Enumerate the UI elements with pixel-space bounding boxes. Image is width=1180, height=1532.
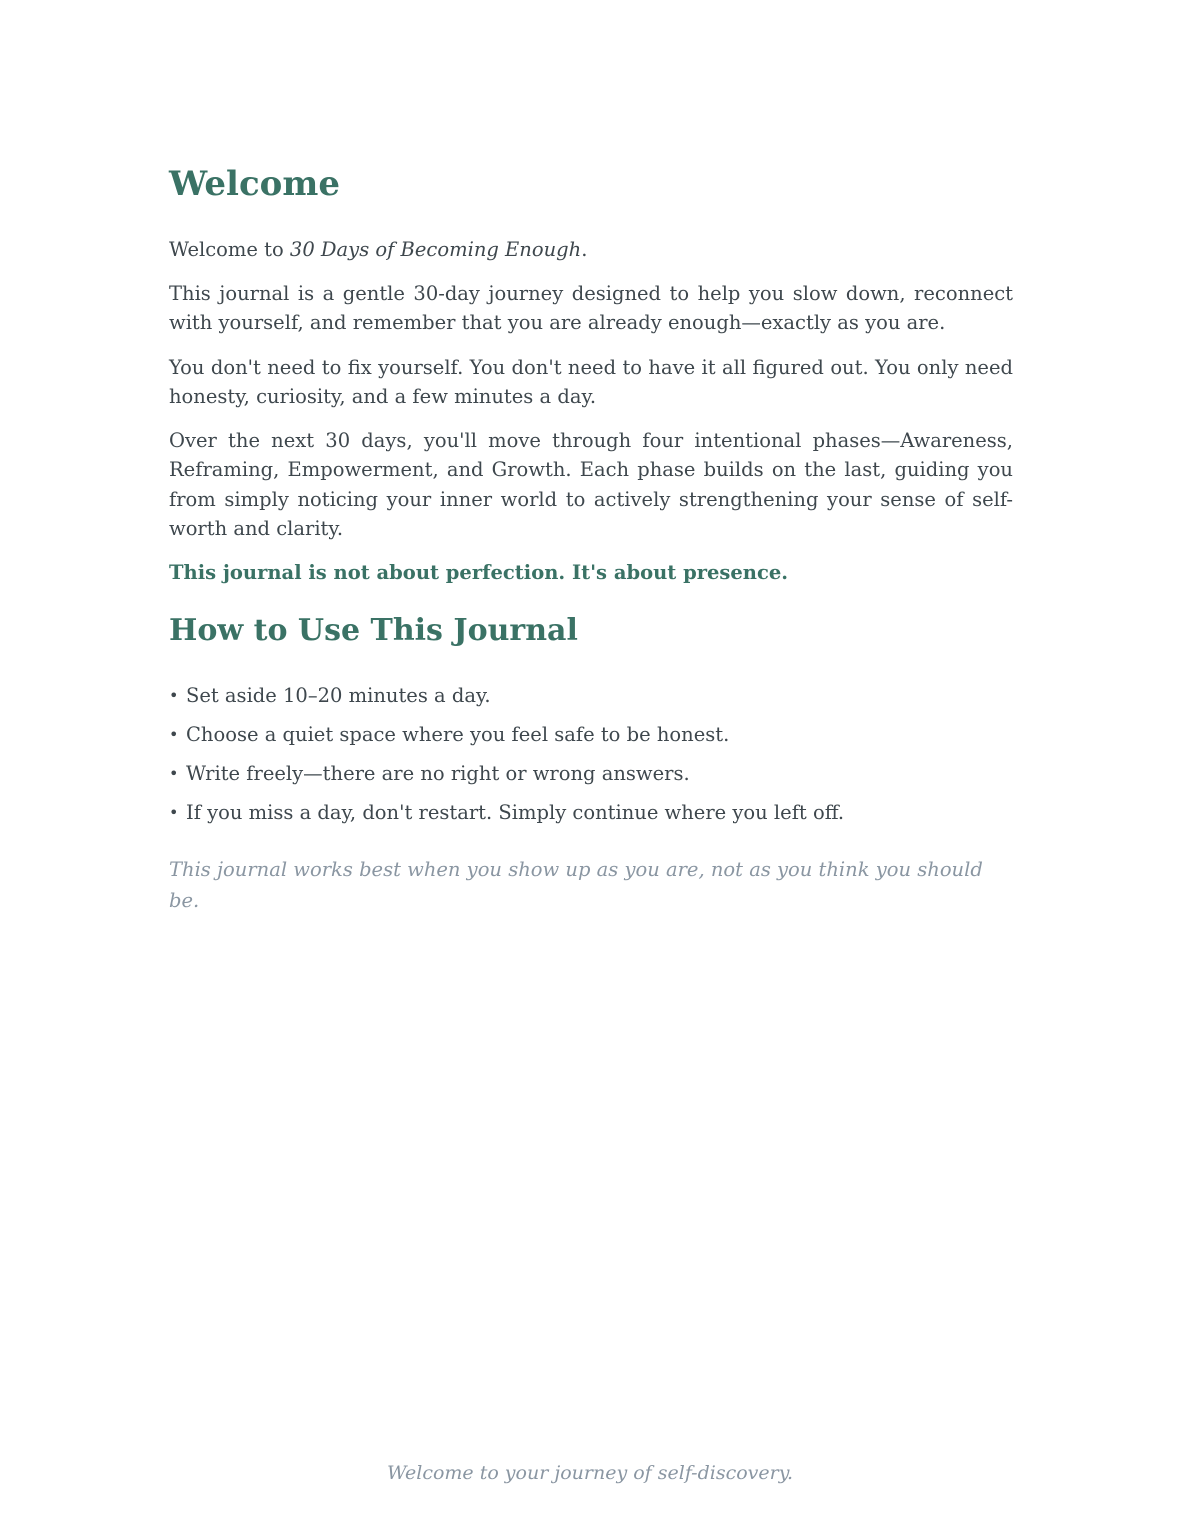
paragraph-no-fixing: You don't need to fix yourself. You don't need to have it all figured out. You only need honesty, curiosity, and a few minutes a day. [169,355,1013,408]
intro-suffix: . [581,237,588,261]
section-title-how-to-use: How to Use This Journal [169,613,578,649]
footer-text: Welcome to your journey of self-discovery. [387,1462,793,1484]
list-item-write-freely: • Write freely—there are no right or wrong answers. [169,759,1013,788]
emphasis-statement: This journal is not about perfection. It's about presence. [169,561,789,585]
list-item-quiet-space: • Choose a quiet space where you feel safe to be honest. [169,720,1013,749]
intro-paragraph [169,235,1013,264]
paragraph-journey: This journal is a gentle 30-day journey designed to help you slow down, reconnect with yourself, and remember that you are already enough—exactly as you are. [169,282,1013,335]
paragraph-phases: Over the next 30 days, you'll move through four intentional phases—Awareness, Reframing, Empowerment, and Growth. Each phase builds on the last, guiding you from simply noticing your inner world to actively strengthening your sense of self-worth and clarity. [169,429,1013,540]
list-item-set-aside: • Set aside 10–20 minutes a day. [169,681,1013,710]
intro-prefix: Welcome to [169,237,290,261]
book-title: 30 Days of Becoming Enough [289,237,582,261]
how-to-list [169,681,1013,827]
page-footer [0,1462,1180,1484]
list-item-miss-a-day: • If you miss a day, don't restart. Simply continue where you left off. [169,798,1013,827]
page-title: Welcome [169,164,340,204]
usage-note: This journal works best when you show up as you are, not as you think you should be. [169,858,983,912]
